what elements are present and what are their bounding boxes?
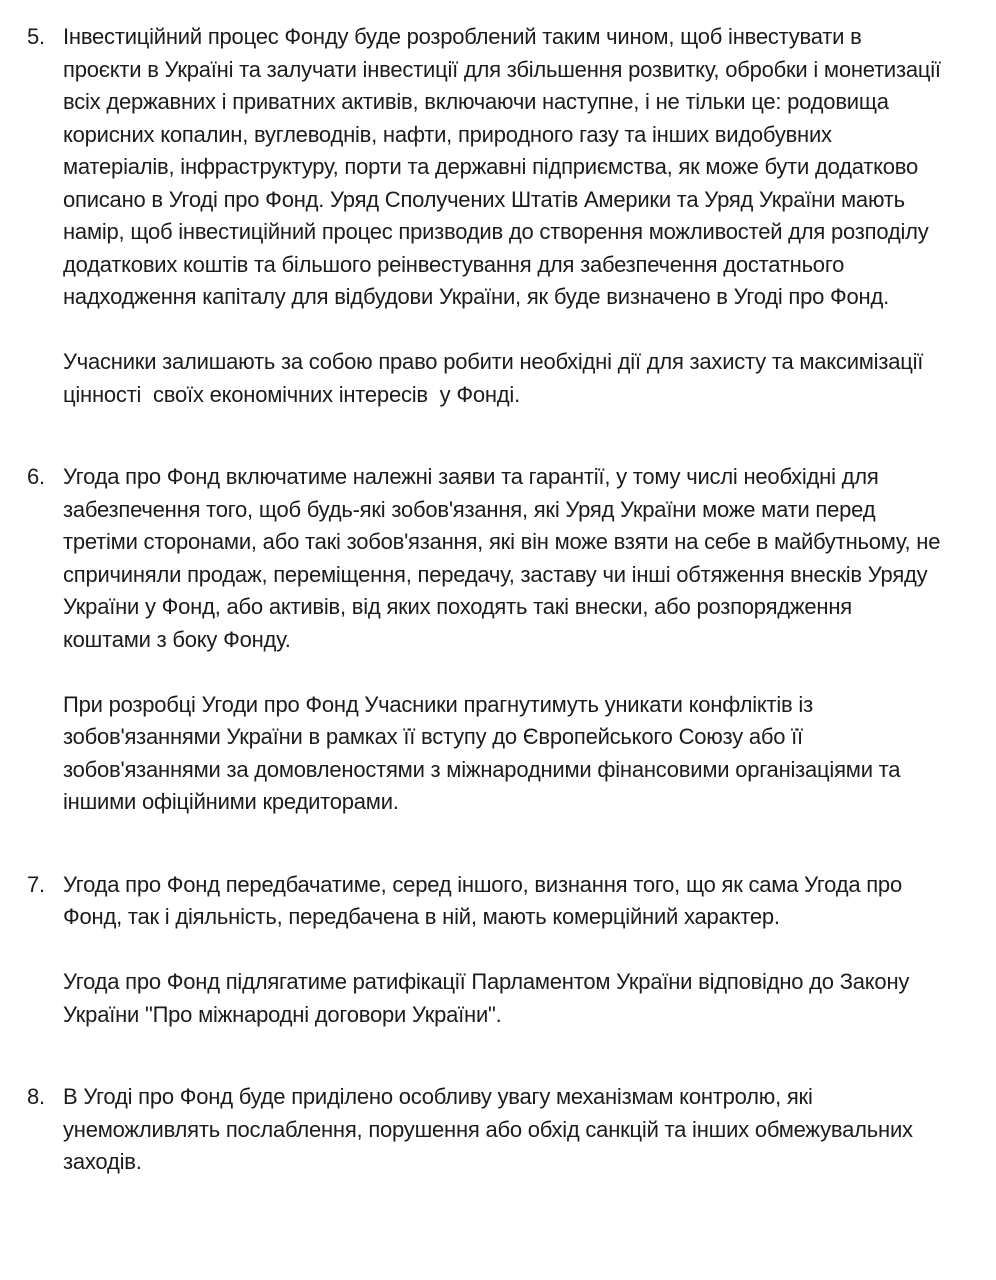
item-body: [63, 1081, 944, 1179]
paragraph: Учасники залишають за собою право робити необхідні дії для захисту та максимізації цінності своїх економічних інтересів у Фонді.: [63, 349, 930, 407]
item-number: 6.: [27, 464, 45, 489]
paragraph: В Угоді про Фонд буде приділено особливу увагу механізмам контролю, які унеможливлять послаблення, порушення або обхід санкцій та інших обмежувальних заходів.: [63, 1084, 919, 1174]
paragraph: Угода про Фонд підлягатиме ратифікації Парламентом України відповідно до Закону України "Про міжнародні договори України".: [63, 969, 916, 1027]
paragraph: При розробці Угоди про Фонд Учасники прагнутимуть уникати конфліктів із зобов'язаннями України в рамках її вступу до Європейського Союзу або її зобов'язаннями за домовленостями з міжнародними фінансовими організаціями та іншими офіційними кредиторами.: [63, 691, 907, 814]
item-body: [63, 869, 944, 1032]
item-number: 5.: [27, 24, 45, 49]
list-item: [27, 869, 944, 1032]
paragraph: Угода про Фонд включатиме належні заяви та гарантії, у тому числі необхідні для забезпечення того, щоб будь-які зобов'язання, які Уряд України може мати перед третіми сторонами, або такі зобов'язання, які він може взяти на себе в майбутньому, не спричиняли продаж, переміщення, передачу, заставу чи інші обтяження внесків Уряду України у Фонд, або активів, від яких походять такі внески, або розпорядження коштами з боку Фонду.: [63, 464, 947, 652]
list-item: [27, 461, 947, 819]
item-number: 7.: [27, 871, 45, 897]
item-number: 8.: [27, 1084, 45, 1109]
list-item: [27, 1081, 944, 1179]
item-body: [63, 21, 947, 411]
paragraph: Інвестиційний процес Фонду буде розроблений таким чином, щоб інвестувати в проєкти в Україні та залучати інвестиції для збільшення розвитку, обробки і монетизації всіх державних і приватних активів, включаючи наступне, і не тільки це: родовища корисних копалин, вуглеводнів, нафти, природного газу та інших видобувних матеріалів, інфраструктуру, порти та державні підприємства, як може бути додатково описано в Угоді про Фонд. Уряд Сполучених Штатів Америки та Уряд України мають намір, щоб інвестиційний процес призводив до створення можливостей для розподілу додаткових коштів та більшого реінвестування для забезпечення достатнього надходження капіталу для відбудови України, як буде визначено в Угоді про Фонд.: [63, 24, 947, 309]
list-item: [27, 21, 947, 411]
paragraph: Угода про Фонд передбачатиме, серед іншого, визнання того, що як сама Угода про Фонд, так і діяльність, передбачена в ній, мають комерційний характер.: [63, 871, 908, 929]
item-body: [63, 461, 947, 819]
